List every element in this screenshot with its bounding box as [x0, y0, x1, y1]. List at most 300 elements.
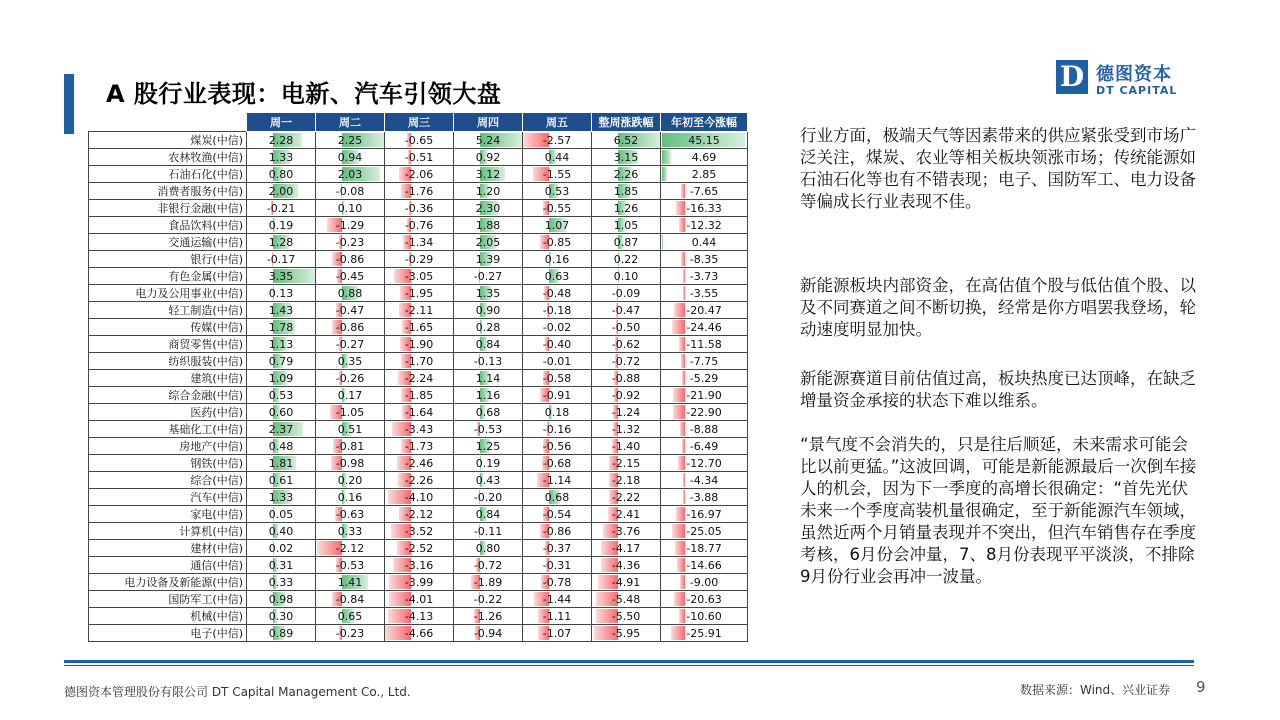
value-cell: [247, 336, 316, 353]
value-cell: [454, 421, 523, 438]
paragraph-outlook-quote: “景气度不会消失的，只是往后顺延，未来需求可能会比以前更猛。”这波回调，可能是新能源最后一次倒车接人的机会，因为下一季度的高增长很确定：“首先光伏未来一个季度高装机量很确定，至于新能源汽车领域，虽然近两个月销量表现并不突出，但汽车销售存在季度考核，6月份会冲量，7、8月份表现平平淡淡，不排除9月份行业会再冲一波量。: [800, 435, 1197, 586]
cell-value: 0.94: [337, 150, 363, 164]
negative-data-bar: [682, 371, 685, 385]
cell-value: 0.40: [268, 524, 294, 538]
value-cell: [247, 217, 316, 234]
cell-value: -12.70: [686, 456, 722, 470]
value-cell: [247, 625, 316, 642]
cell-value: 1.25: [475, 439, 501, 453]
value-cell: [454, 387, 523, 404]
value-cell: [592, 217, 661, 234]
cell-value: 0.79: [268, 354, 294, 368]
value-cell: [454, 472, 523, 489]
value-cell: [385, 166, 454, 183]
cell-value: 0.05: [268, 507, 294, 521]
value-cell: [523, 217, 592, 234]
value-cell: [385, 608, 454, 625]
value-cell: [523, 319, 592, 336]
cell-value: -1.32: [611, 422, 641, 436]
table-row: [89, 523, 748, 540]
value-cell: [523, 455, 592, 472]
value-cell: [385, 506, 454, 523]
value-cell: [523, 472, 592, 489]
cell-value: -2.57: [542, 133, 572, 147]
cell-value: -1.70: [404, 354, 434, 368]
value-cell: [247, 523, 316, 540]
cell-value: 0.65: [337, 609, 363, 623]
value-cell: [661, 506, 748, 523]
value-cell: [385, 200, 454, 217]
value-cell: [592, 166, 661, 183]
value-cell: [385, 438, 454, 455]
table-header-row: [89, 113, 748, 132]
value-cell: [592, 132, 661, 149]
value-cell: [523, 506, 592, 523]
value-cell: [385, 149, 454, 166]
cell-value: 1.07: [544, 218, 570, 232]
cell-value: -5.48: [611, 592, 641, 606]
cell-value: 0.10: [337, 201, 363, 215]
value-cell: [454, 557, 523, 574]
value-cell: [592, 455, 661, 472]
cell-value: 1.13: [268, 337, 294, 351]
cell-value: 4.69: [691, 150, 717, 164]
value-cell: [385, 319, 454, 336]
cell-value: -24.46: [686, 320, 722, 334]
cell-value: -3.73: [689, 269, 719, 283]
cell-value: 1.78: [268, 320, 294, 334]
cell-value: -0.40: [542, 337, 572, 351]
cell-value: -3.55: [689, 286, 719, 300]
cell-value: 2.26: [613, 167, 639, 181]
cell-value: -2.06: [404, 167, 434, 181]
cell-value: -3.16: [404, 558, 434, 572]
industry-name-cell: 轻工制造(中信): [89, 302, 247, 319]
cell-value: -2.18: [611, 473, 641, 487]
cell-value: -1.64: [404, 405, 434, 419]
value-cell: [661, 438, 748, 455]
value-cell: [454, 166, 523, 183]
value-cell: [592, 574, 661, 591]
company-logo: [1056, 60, 1196, 100]
page-number: 9: [1196, 678, 1206, 696]
value-cell: [316, 302, 385, 319]
negative-data-bar: [679, 609, 685, 623]
value-cell: [316, 455, 385, 472]
value-cell: [523, 591, 592, 608]
cell-value: -0.18: [542, 303, 572, 317]
cell-value: -0.47: [335, 303, 365, 317]
cell-value: 1.35: [475, 286, 501, 300]
value-cell: [592, 523, 661, 540]
cell-value: -0.56: [542, 439, 572, 453]
table-row: [89, 285, 748, 302]
cell-value: -0.48: [542, 286, 572, 300]
value-cell: [661, 489, 748, 506]
value-cell: [247, 302, 316, 319]
value-cell: [385, 523, 454, 540]
industry-name-cell: 房地产(中信): [89, 438, 247, 455]
cell-value: 1.33: [268, 490, 294, 504]
cell-value: 1.39: [475, 252, 501, 266]
industry-name-cell: 消费者服务(中信): [89, 183, 247, 200]
value-cell: [661, 523, 748, 540]
negative-data-bar: [680, 422, 685, 436]
negative-data-bar: [674, 592, 685, 606]
cell-value: -0.91: [542, 388, 572, 402]
cell-value: 0.19: [268, 218, 294, 232]
negative-data-bar: [679, 218, 686, 232]
table-row: [89, 166, 748, 183]
negative-data-bar: [675, 541, 685, 555]
value-cell: [385, 370, 454, 387]
column-header: 周四: [454, 113, 523, 132]
value-cell: [247, 353, 316, 370]
table-row: [89, 472, 748, 489]
cell-value: 1.41: [337, 575, 363, 589]
cell-value: 0.13: [268, 286, 294, 300]
cell-value: -1.90: [404, 337, 434, 351]
cell-value: 0.20: [337, 473, 363, 487]
cell-value: 0.17: [337, 388, 363, 402]
cell-value: -0.51: [404, 150, 434, 164]
value-cell: [247, 557, 316, 574]
cell-value: 0.30: [268, 609, 294, 623]
cell-value: -9.00: [689, 575, 719, 589]
value-cell: [316, 353, 385, 370]
cell-value: 1.14: [475, 371, 501, 385]
cell-value: 2.85: [691, 167, 717, 181]
cell-value: 0.28: [475, 320, 501, 334]
value-cell: [592, 149, 661, 166]
cell-value: 5.24: [475, 133, 501, 147]
value-cell: [385, 353, 454, 370]
value-cell: [592, 183, 661, 200]
table-row: [89, 421, 748, 438]
value-cell: [454, 608, 523, 625]
value-cell: [247, 540, 316, 557]
cell-value: 0.33: [268, 575, 294, 589]
table-row: [89, 268, 748, 285]
value-cell: [316, 404, 385, 421]
value-cell: [661, 421, 748, 438]
value-cell: [316, 370, 385, 387]
value-cell: [316, 251, 385, 268]
value-cell: [454, 302, 523, 319]
value-cell: [247, 200, 316, 217]
cell-value: -0.27: [473, 269, 503, 283]
positive-data-bar: [662, 167, 667, 181]
negative-data-bar: [673, 405, 685, 419]
value-cell: [523, 387, 592, 404]
value-cell: [523, 353, 592, 370]
value-cell: [247, 268, 316, 285]
cell-value: -4.34: [689, 473, 719, 487]
value-cell: [523, 234, 592, 251]
value-cell: [316, 234, 385, 251]
value-cell: [661, 336, 748, 353]
cell-value: -0.85: [542, 235, 572, 249]
cell-value: -16.33: [686, 201, 722, 215]
value-cell: [661, 540, 748, 557]
cell-value: -4.13: [404, 609, 434, 623]
value-cell: [247, 319, 316, 336]
cell-value: 2.00: [268, 184, 294, 198]
cell-value: -18.77: [686, 541, 722, 555]
cell-value: 0.84: [475, 337, 501, 351]
cell-value: -1.73: [404, 439, 434, 453]
negative-data-bar: [681, 184, 685, 198]
value-cell: [592, 506, 661, 523]
industry-name-cell: 银行(中信): [89, 251, 247, 268]
table-row: [89, 319, 748, 336]
table-row: [89, 557, 748, 574]
cell-value: -0.08: [335, 184, 365, 198]
value-cell: [316, 489, 385, 506]
value-cell: [454, 251, 523, 268]
cell-value: -2.12: [404, 507, 434, 521]
negative-data-bar: [677, 558, 685, 572]
value-cell: [592, 438, 661, 455]
cell-value: -2.46: [404, 456, 434, 470]
value-cell: [523, 625, 592, 642]
footer-data-source: 数据来源：Wind、兴业证券: [1020, 683, 1171, 697]
value-cell: [523, 285, 592, 302]
cell-value: -2.12: [335, 541, 365, 555]
value-cell: [454, 353, 523, 370]
cell-value: 45.15: [688, 133, 720, 147]
cell-value: 0.92: [475, 150, 501, 164]
table-row: [89, 608, 748, 625]
cell-value: -1.29: [335, 218, 365, 232]
cell-value: -0.68: [542, 456, 572, 470]
value-cell: [454, 336, 523, 353]
negative-data-bar: [681, 252, 685, 266]
value-cell: [592, 608, 661, 625]
value-cell: [316, 166, 385, 183]
value-cell: [592, 489, 661, 506]
table-row: [89, 438, 748, 455]
industry-name-cell: 国防军工(中信): [89, 591, 247, 608]
cell-value: 1.09: [268, 371, 294, 385]
cell-value: -21.90: [686, 388, 722, 402]
value-cell: [454, 540, 523, 557]
industry-name-cell: 纺织服装(中信): [89, 353, 247, 370]
value-cell: [592, 353, 661, 370]
industry-name-cell: 建材(中信): [89, 540, 247, 557]
value-cell: [592, 557, 661, 574]
industry-name-cell: 商贸零售(中信): [89, 336, 247, 353]
cell-value: -0.27: [335, 337, 365, 351]
footer-divider: [64, 660, 1194, 663]
table-row: [89, 353, 748, 370]
cell-value: -1.26: [473, 609, 503, 623]
cell-value: -0.47: [611, 303, 641, 317]
value-cell: [385, 404, 454, 421]
table-row: [89, 251, 748, 268]
logo-english-name: DT CAPITAL: [1096, 84, 1178, 97]
cell-value: 2.28: [268, 133, 294, 147]
column-header: 年初至今涨幅: [661, 113, 748, 132]
cell-value: -1.07: [542, 626, 572, 640]
cell-value: -0.02: [542, 320, 572, 334]
cell-value: -1.24: [611, 405, 641, 419]
value-cell: [247, 421, 316, 438]
cell-value: 0.68: [544, 490, 570, 504]
cell-value: 0.31: [268, 558, 294, 572]
cell-value: -0.94: [473, 626, 503, 640]
value-cell: [523, 268, 592, 285]
negative-data-bar: [672, 320, 685, 334]
cell-value: -0.92: [611, 388, 641, 402]
cell-value: -0.31: [542, 558, 572, 572]
industry-name-cell: 非银行金融(中信): [89, 200, 247, 217]
cell-value: 0.44: [691, 235, 717, 249]
cell-value: -20.47: [686, 303, 722, 317]
cell-value: -0.13: [473, 354, 503, 368]
value-cell: [385, 472, 454, 489]
cell-value: -11.58: [686, 337, 722, 351]
value-cell: [316, 574, 385, 591]
value-cell: [316, 183, 385, 200]
negative-data-bar: [673, 388, 685, 402]
value-cell: [661, 387, 748, 404]
cell-value: 0.18: [544, 405, 570, 419]
value-cell: [523, 438, 592, 455]
value-cell: [385, 251, 454, 268]
negative-data-bar: [683, 269, 685, 283]
positive-data-bar: [662, 235, 663, 249]
value-cell: [316, 540, 385, 557]
value-cell: [661, 217, 748, 234]
cell-value: 0.84: [475, 507, 501, 521]
cell-value: -1.14: [542, 473, 572, 487]
cell-value: -2.11: [404, 303, 434, 317]
value-cell: [523, 251, 592, 268]
table-row: [89, 540, 748, 557]
value-cell: [592, 370, 661, 387]
negative-data-bar: [672, 524, 685, 538]
cell-value: -3.05: [404, 269, 434, 283]
cell-value: -0.11: [473, 524, 503, 538]
cell-value: -5.29: [689, 371, 719, 385]
value-cell: [661, 557, 748, 574]
value-cell: [316, 506, 385, 523]
cell-value: 0.87: [613, 235, 639, 249]
cell-value: -4.01: [404, 592, 434, 606]
footer-company: 德图资本管理股份有限公司 DT Capital Management Co., Ltd.: [64, 685, 411, 699]
column-header: 周一: [247, 113, 316, 132]
value-cell: [523, 523, 592, 540]
value-cell: [316, 268, 385, 285]
cell-value: -0.86: [542, 524, 572, 538]
cell-value: -5.95: [611, 626, 641, 640]
cell-value: -2.24: [404, 371, 434, 385]
cell-value: 1.33: [268, 150, 294, 164]
value-cell: [523, 336, 592, 353]
value-cell: [316, 217, 385, 234]
cell-value: 0.80: [475, 541, 501, 555]
cell-value: -12.32: [686, 218, 722, 232]
value-cell: [454, 217, 523, 234]
value-cell: [454, 591, 523, 608]
table-body: [89, 132, 748, 642]
cell-value: -0.09: [611, 286, 641, 300]
industry-name-cell: 煤炭(中信): [89, 132, 247, 149]
cell-value: 0.33: [337, 524, 363, 538]
value-cell: [316, 421, 385, 438]
value-cell: [385, 540, 454, 557]
value-cell: [592, 200, 661, 217]
cell-value: 0.02: [268, 541, 294, 555]
cell-value: -3.43: [404, 422, 434, 436]
value-cell: [316, 472, 385, 489]
cell-value: 0.80: [268, 167, 294, 181]
industry-name-cell: 有色金属(中信): [89, 268, 247, 285]
cell-value: -25.05: [686, 524, 722, 538]
cell-value: -6.49: [689, 439, 719, 453]
negative-data-bar: [683, 490, 685, 504]
value-cell: [454, 183, 523, 200]
cell-value: 2.05: [475, 235, 501, 249]
cell-value: -0.72: [611, 354, 641, 368]
cell-value: -0.22: [473, 592, 503, 606]
table-row: [89, 234, 748, 251]
value-cell: [385, 217, 454, 234]
value-cell: [592, 302, 661, 319]
column-header: 周二: [316, 113, 385, 132]
table-row: [89, 574, 748, 591]
value-cell: [454, 625, 523, 642]
value-cell: [454, 438, 523, 455]
paragraph-capital-rotation: 新能源板块内部资金，在高估值个股与低估值个股、以及不同赛道之间不断切换，经常是你方唱罢我登场，轮动速度明显加快。: [800, 276, 1196, 339]
cell-value: -0.81: [335, 439, 365, 453]
negative-data-bar: [671, 626, 685, 640]
table-row: [89, 625, 748, 642]
value-cell: [247, 149, 316, 166]
value-cell: [661, 455, 748, 472]
value-cell: [454, 523, 523, 540]
column-header: 周三: [385, 113, 454, 132]
value-cell: [247, 489, 316, 506]
value-cell: [523, 370, 592, 387]
cell-value: 2.30: [475, 201, 501, 215]
cell-value: -0.86: [335, 320, 365, 334]
value-cell: [523, 132, 592, 149]
cell-value: -8.88: [689, 422, 719, 436]
table-row: [89, 404, 748, 421]
value-cell: [316, 438, 385, 455]
negative-data-bar: [682, 439, 685, 453]
cell-value: 0.51: [337, 422, 363, 436]
value-cell: [247, 506, 316, 523]
value-cell: [523, 166, 592, 183]
cell-value: -0.88: [611, 371, 641, 385]
value-cell: [523, 540, 592, 557]
cell-value: 0.61: [268, 473, 294, 487]
industry-name-cell: 综合(中信): [89, 472, 247, 489]
value-cell: [454, 149, 523, 166]
value-cell: [385, 285, 454, 302]
cell-value: 0.22: [613, 252, 639, 266]
cell-value: 0.88: [337, 286, 363, 300]
cell-value: -0.17: [266, 252, 296, 266]
industry-name-cell: 传媒(中信): [89, 319, 247, 336]
cell-value: -0.45: [335, 269, 365, 283]
page-title: A 股行业表现：电新、汽车引领大盘: [106, 80, 502, 108]
value-cell: [661, 472, 748, 489]
value-cell: [316, 625, 385, 642]
